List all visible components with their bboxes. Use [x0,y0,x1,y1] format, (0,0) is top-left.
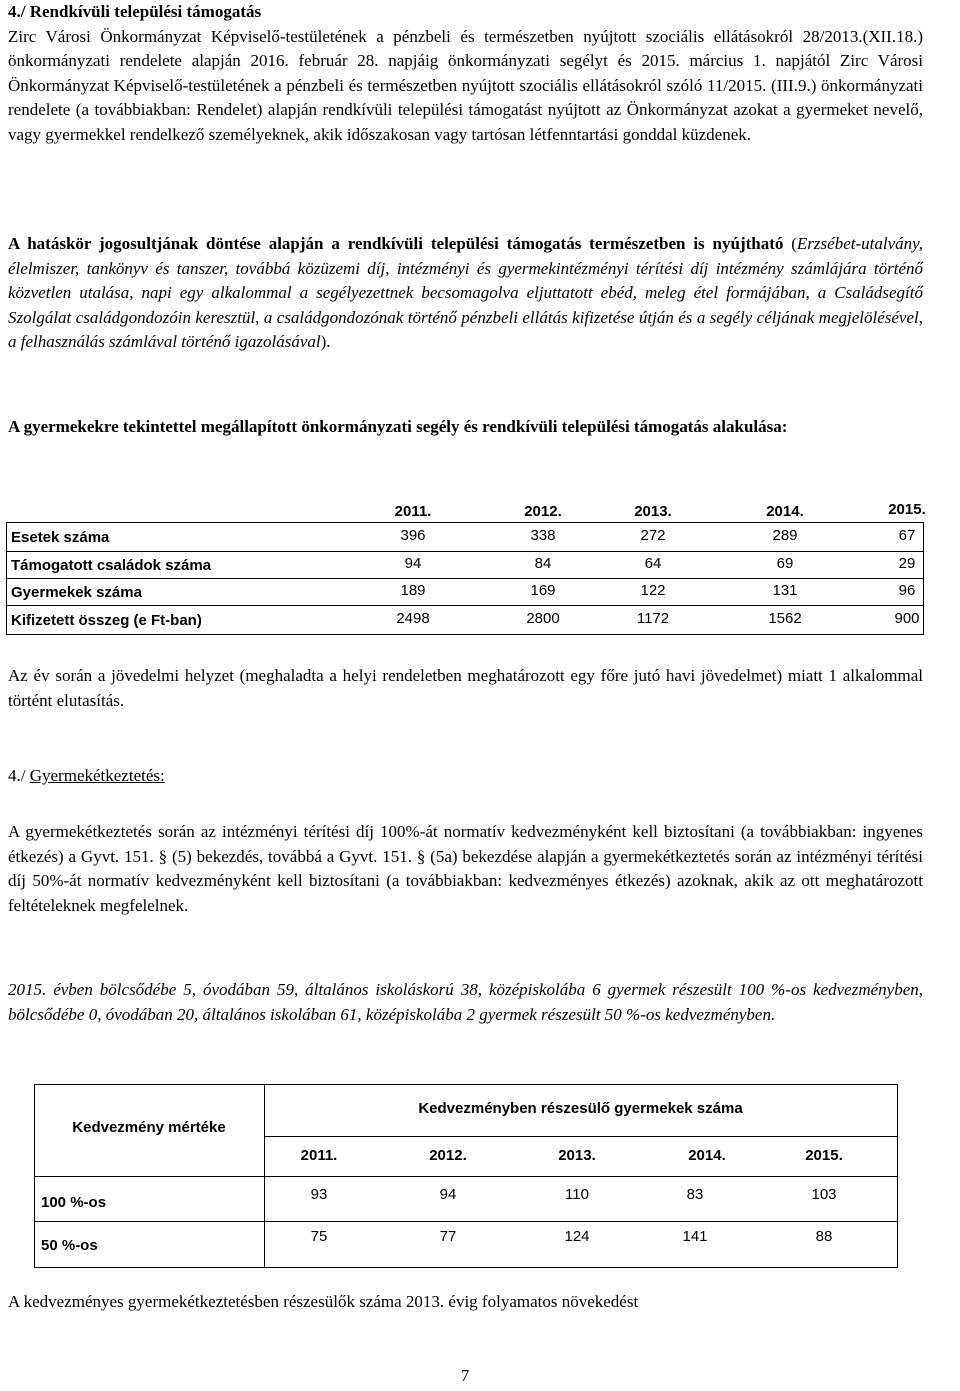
table1-cell: 169 [530,582,556,599]
paragraph-novekedes: A kedvezményes gyermekétkeztetésben részesülők száma 2013. évig folyamatos növekedést [8,1292,639,1311]
page-number: 7 [460,1366,470,1385]
section-paragraph: Zirc Városi Önkormányzat Képviselő-testületének a pénzbeli és természetben nyújtott szociális ellátásokról 28/2013.(XII.18.) önkormányzati rendelete alapján 2016. február 28. napjáig önkormányzati segélyt és 2015. március 1. napjától Zirc Városi Önkormányzat Képviselő-testületének a pénzbeli és természetben nyújtott szociális ellátásokról szóló 11/2015. (III.9.) önkormányzati rendelete (a továbbiakban: Rendelet) alapján rendkívüli települési támogatást nyújtott az Önkormányzat azokat a gyermeket nevelő, vagy gyermekkel rendelkező személyeknek, akik időszakosan vagy tartósan létfenntartási gonddal küzdenek. [8,26,923,144]
table2-year-header: 2015. [805,1147,843,1164]
table1-cell: 29 [898,555,916,572]
table1-cell: 396 [400,527,426,544]
table1-row-label: Kifizetett összeg (e Ft-ban) [11,612,202,629]
table1-cell: 131 [772,582,798,599]
table1-year-header: 2013. [634,503,672,520]
italic-text: Erzsébet-utalvány, élelmiszer, tankönyv és tanszer, továbbá közüzemi díj, intézményi és gyermekintézményi térítési díj intézmény számlájára történő közvetlen utalása, napi egy alkalommal a segélyezettnek becsomagolva eljuttatott ebéd, meleg étel formájában, a Családsegítő Szolgálat családgondozóin keresztül, a családgondozónak történő pénzbeli ellátás kifizetése útján és a segély céljának megjelölésével, a felhasználás számlával történő igazolásával [8,234,923,352]
table1-cell: 272 [640,527,666,544]
open-paren: ( [783,234,797,253]
table2-group-header: Kedvezményben részesülő gyermekek száma [418,1100,743,1117]
table1-cell: 64 [644,555,662,572]
table2-cell: 83 [686,1186,704,1203]
table1-year-header: 2011. [394,503,432,520]
paragraph-2015-kedvezmenyek: 2015. évben bölcsődébe 5, óvodában 59, általános iskoláskorú 38, középiskolába 6 gyermek részesült 100 %-os kedvezményben, bölcsődébe 0, óvodában 20, általános iskolában 61, középiskolába 2 gyermek részesült 50 %-os kedvezményben. [8,980,923,1024]
table1-cell: 1172 [636,610,670,627]
close-paren: ). [320,332,331,352]
table2-year-header: 2012. [429,1147,467,1164]
table1-cell: 122 [640,582,666,599]
table1-cell: 84 [534,555,552,572]
table1-cell: 94 [404,555,422,572]
table2-cell: 124 [564,1228,590,1245]
table1-cell: 1562 [768,610,802,627]
table1-year-header: 2014. [766,503,804,520]
table2-row-label: 50 %-os [41,1237,98,1254]
paragraph-normativ-kedvezmeny: A gyermekétkeztetés során az intézményi térítési díj 100%-át normatív kedvezményként kell biztosítani (a továbbiakban: ingyenes étkezés) a Gyvt. 151. § (5) bekezdés, továbbá a Gyvt. 151. § (5a) bekezdése alapján a gyermekétkeztetés során az intézményi térítési díj 50%-át normatív kedvezményként kell biztosítani (a továbbiakban: kedvezményes étkezés) azoknak, akik az ott meghatározott feltételeknek megfelelnek. [8,822,923,915]
table1-row-label: Gyermekek száma [11,584,142,601]
table2-year-header: 2014. [688,1147,726,1164]
table1-cell: 900 [894,610,920,627]
table1-cell: 189 [400,582,426,599]
table1-cell: 96 [898,582,916,599]
table2-cell: 110 [565,1186,589,1203]
table1-cell: 289 [772,527,798,544]
table1-caption: A gyermekekre tekintettel megállapított önkormányzati segély és rendkívüli települési támogatás alakulása: [8,417,788,436]
table1-row-label: Esetek száma [11,529,110,546]
table1-year-header: 2015. [888,501,926,518]
table1-cell: 67 [898,527,916,544]
table2-cell: 88 [815,1228,833,1245]
table2-cell: 103 [811,1186,837,1203]
section-number: 4./ [8,766,30,785]
paragraph-elutasitas: Az év során a jövedelmi helyzet (meghaladta a helyi rendeletben meghatározott egy főre jutó havi jövedelmet) miatt 1 alkalommal történt elutasítás. [8,666,923,710]
table2-cell: 141 [682,1228,708,1245]
table2-cell: 93 [310,1186,328,1203]
table2-cell: 75 [310,1228,328,1245]
table2-cell: 94 [439,1186,457,1203]
table2-cell: 77 [439,1228,457,1245]
table1-cell: 2800 [526,610,560,627]
table1-cell: 338 [530,527,556,544]
table2-year-header: 2011. [300,1147,338,1164]
table2-row-label: 100 %-os [41,1194,107,1211]
table1-year-header: 2012. [524,503,562,520]
table1-cell: 2498 [396,610,430,627]
section-heading: 4./ Rendkívüli települési támogatás [8,2,262,21]
table1-row-label: Támogatott családok száma [11,557,212,574]
table1-cell: 69 [776,555,794,572]
bold-text: A hatáskör jogosultjának döntése alapján a rendkívüli települési támogatás természetben is nyújtható [8,234,784,253]
table2-year-header: 2013. [558,1147,596,1164]
section-title: Gyermekétkeztetés: [29,766,165,785]
table2-column-header: Kedvezmény mértéke [72,1119,226,1136]
